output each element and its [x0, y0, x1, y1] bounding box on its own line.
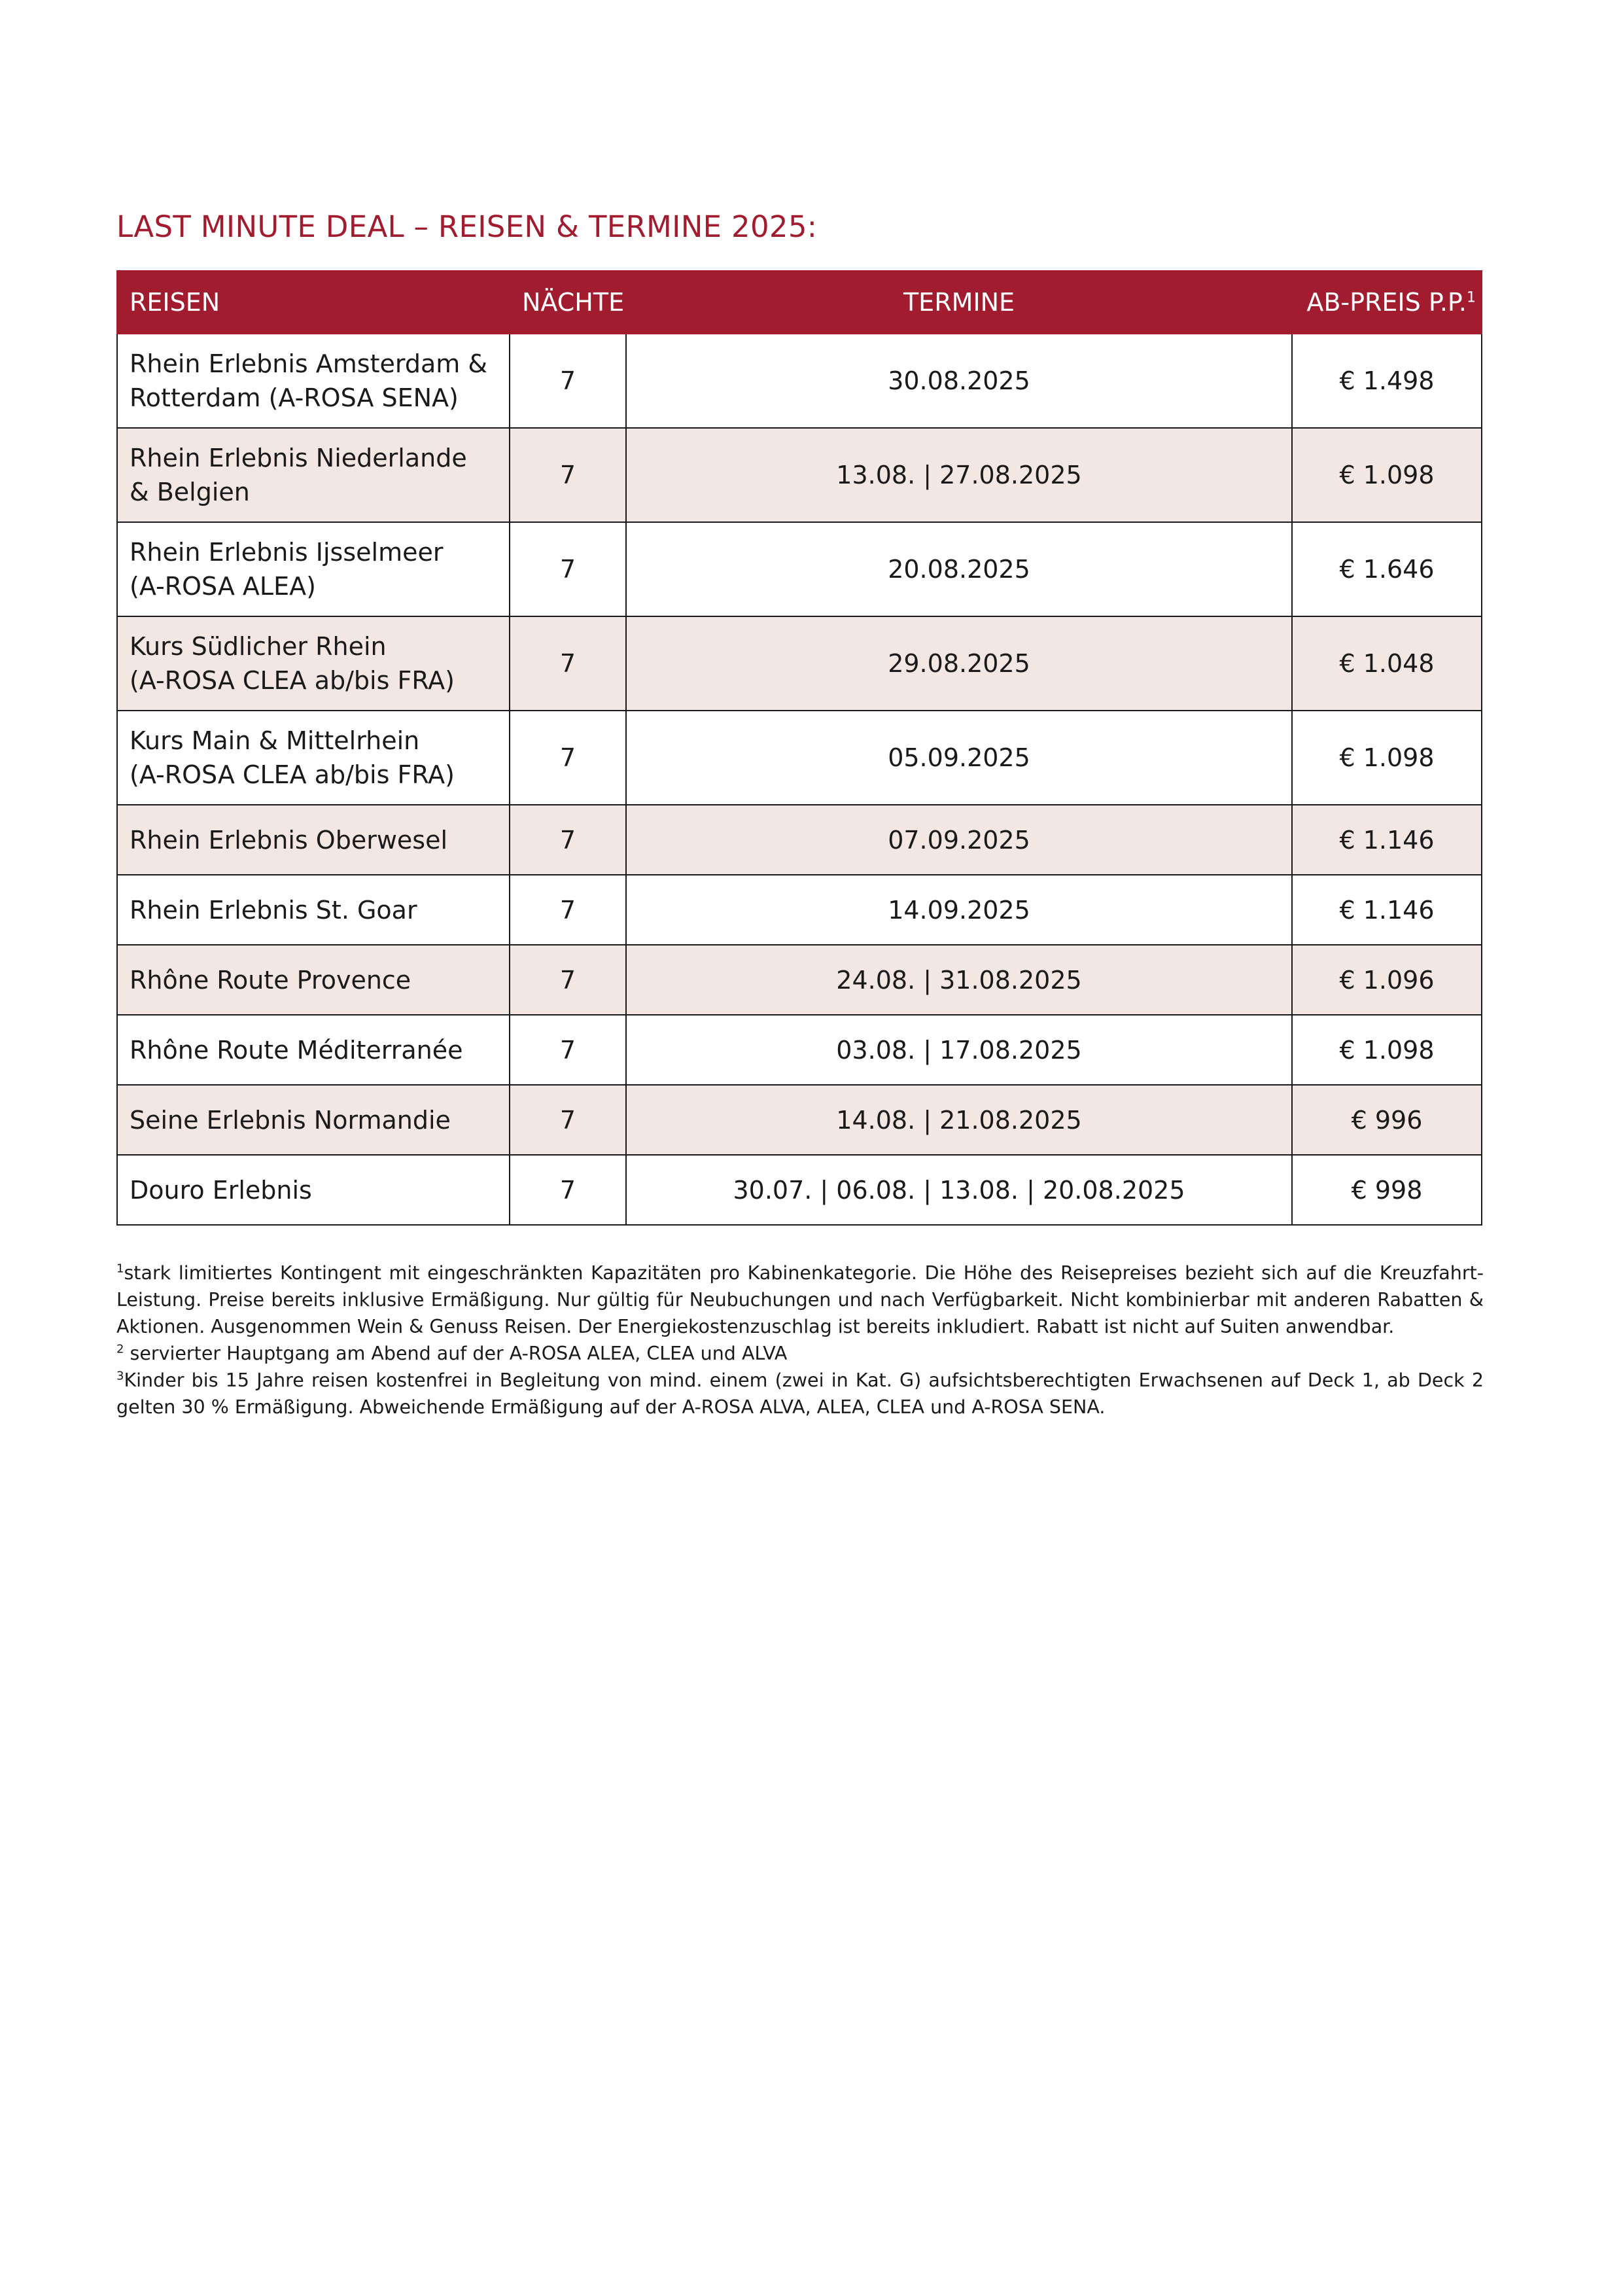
cell-termine: 13.08. | 27.08.2025: [626, 428, 1292, 522]
footnote-text: Kinder bis 15 Jahre reisen kostenfrei in Begleitung von mind. einem (zwei in Kat. G) aufsichtsberechtigten Erwachsenen auf Deck 1, ab Deck 2 gelten 30 % Ermäßigung. Abweichende Ermäßigung auf der A-ROSA ALVA, ALEA, CLEA und A-ROSA SENA.: [116, 1369, 1484, 1418]
reise-name-line2: (A-ROSA CLEA ab/bis FRA): [130, 760, 455, 789]
cell-naechte: 7: [510, 945, 626, 1015]
cell-termine: 30.07. | 06.08. | 13.08. | 20.08.2025: [626, 1155, 1292, 1225]
footnote-3: [116, 1367, 1484, 1421]
table-header-row: [117, 271, 1482, 334]
cell-naechte: 7: [510, 875, 626, 945]
reise-name-line1: Kurs Südlicher Rhein: [130, 632, 387, 661]
cell-naechte: 7: [510, 1015, 626, 1085]
table-row: [117, 428, 1482, 522]
cell-preis: € 1.498: [1292, 334, 1482, 428]
cell-termine: 07.09.2025: [626, 805, 1292, 875]
cell-reise: Seine Erlebnis Normandie: [117, 1085, 510, 1155]
cell-termine: 14.08. | 21.08.2025: [626, 1085, 1292, 1155]
reise-name-line2: (A-ROSA CLEA ab/bis FRA): [130, 666, 455, 695]
header-termine: TERMINE: [626, 271, 1292, 334]
cell-naechte: 7: [510, 1085, 626, 1155]
header-preis-footnote-marker: 1: [1467, 289, 1476, 306]
footnote-marker: 1: [116, 1262, 124, 1276]
cell-termine: 29.08.2025: [626, 616, 1292, 711]
reise-name-line1: Rhein Erlebnis Amsterdam &: [130, 349, 487, 378]
cell-termine: 05.09.2025: [626, 711, 1292, 805]
cell-preis: € 1.098: [1292, 711, 1482, 805]
table-row: [117, 945, 1482, 1015]
reise-name-line2: Rotterdam (A-ROSA SENA): [130, 383, 459, 412]
cell-reise: [117, 616, 510, 711]
table-row: [117, 522, 1482, 616]
footnote-1: [116, 1260, 1484, 1340]
cell-preis: € 996: [1292, 1085, 1482, 1155]
cell-preis: € 1.098: [1292, 1015, 1482, 1085]
table-row: [117, 334, 1482, 428]
cell-reise: Rhône Route Provence: [117, 945, 510, 1015]
cell-reise: Rhein Erlebnis St. Goar: [117, 875, 510, 945]
cell-preis: € 998: [1292, 1155, 1482, 1225]
cell-reise: [117, 428, 510, 522]
cell-termine: 14.09.2025: [626, 875, 1292, 945]
header-preis-label: AB-PREIS P.P.: [1306, 288, 1467, 317]
header-preis: [1292, 271, 1482, 334]
table-row: [117, 711, 1482, 805]
reise-name-line2: (A-ROSA ALEA): [130, 572, 316, 601]
cell-preis: € 1.048: [1292, 616, 1482, 711]
table-row: [117, 1015, 1482, 1085]
cell-naechte: 7: [510, 616, 626, 711]
footnote-text: stark limitiertes Kontingent mit eingeschränkten Kapazitäten pro Kabinenkategorie. Die Höhe des Reisepreises bezieht sich auf die Kreuzfahrt-Leistung. Preise bereits inklusive Ermäßigung. Nur gültig für Neubuchungen und nach Verfügbarkeit. Nicht kombinierbar mit anderen Rabatten & Aktionen. Ausgenommen Wein & Genuss Reisen. Der Energiekostenzuschlag ist bereits inkludiert. Rabatt ist nicht auf Suiten anwendbar.: [116, 1262, 1484, 1337]
table-row: [117, 805, 1482, 875]
cell-naechte: 7: [510, 334, 626, 428]
cell-naechte: 7: [510, 711, 626, 805]
reise-name-line1: Rhein Erlebnis Ijsselmeer: [130, 538, 444, 567]
footnote-marker: 2: [116, 1342, 124, 1356]
footnote-marker: 3: [116, 1369, 124, 1383]
page-title: LAST MINUTE DEAL – REISEN & TERMINE 2025:: [116, 209, 818, 244]
header-naechte: NÄCHTE: [510, 271, 626, 334]
cell-reise: [117, 711, 510, 805]
table-row: [117, 875, 1482, 945]
cell-naechte: 7: [510, 805, 626, 875]
cell-reise: Rhein Erlebnis Oberwesel: [117, 805, 510, 875]
cell-preis: € 1.146: [1292, 875, 1482, 945]
cell-reise: Douro Erlebnis: [117, 1155, 510, 1225]
cell-naechte: 7: [510, 522, 626, 616]
cell-termine: 20.08.2025: [626, 522, 1292, 616]
footnotes: [116, 1260, 1484, 1421]
footnote-text: servierter Hauptgang am Abend auf der A-ROSA ALEA, CLEA und ALVA: [124, 1343, 788, 1364]
cell-naechte: 7: [510, 428, 626, 522]
cell-reise: [117, 522, 510, 616]
reise-name-line2: & Belgien: [130, 478, 250, 506]
table-row: [117, 1085, 1482, 1155]
cell-preis: € 1.098: [1292, 428, 1482, 522]
reise-name-line1: Rhein Erlebnis Niederlande: [130, 444, 467, 472]
cell-reise: Rhône Route Méditerranée: [117, 1015, 510, 1085]
reise-name-line1: Kurs Main & Mittelrhein: [130, 726, 420, 755]
cell-termine: 24.08. | 31.08.2025: [626, 945, 1292, 1015]
header-reisen: REISEN: [117, 271, 510, 334]
deals-table: [116, 270, 1482, 1226]
table-row: [117, 1155, 1482, 1225]
cell-termine: 30.08.2025: [626, 334, 1292, 428]
cell-preis: € 1.146: [1292, 805, 1482, 875]
cell-preis: € 1.646: [1292, 522, 1482, 616]
cell-preis: € 1.096: [1292, 945, 1482, 1015]
footnote-2: [116, 1340, 1484, 1367]
cell-naechte: 7: [510, 1155, 626, 1225]
cell-reise: [117, 334, 510, 428]
table-row: [117, 616, 1482, 711]
cell-termine: 03.08. | 17.08.2025: [626, 1015, 1292, 1085]
